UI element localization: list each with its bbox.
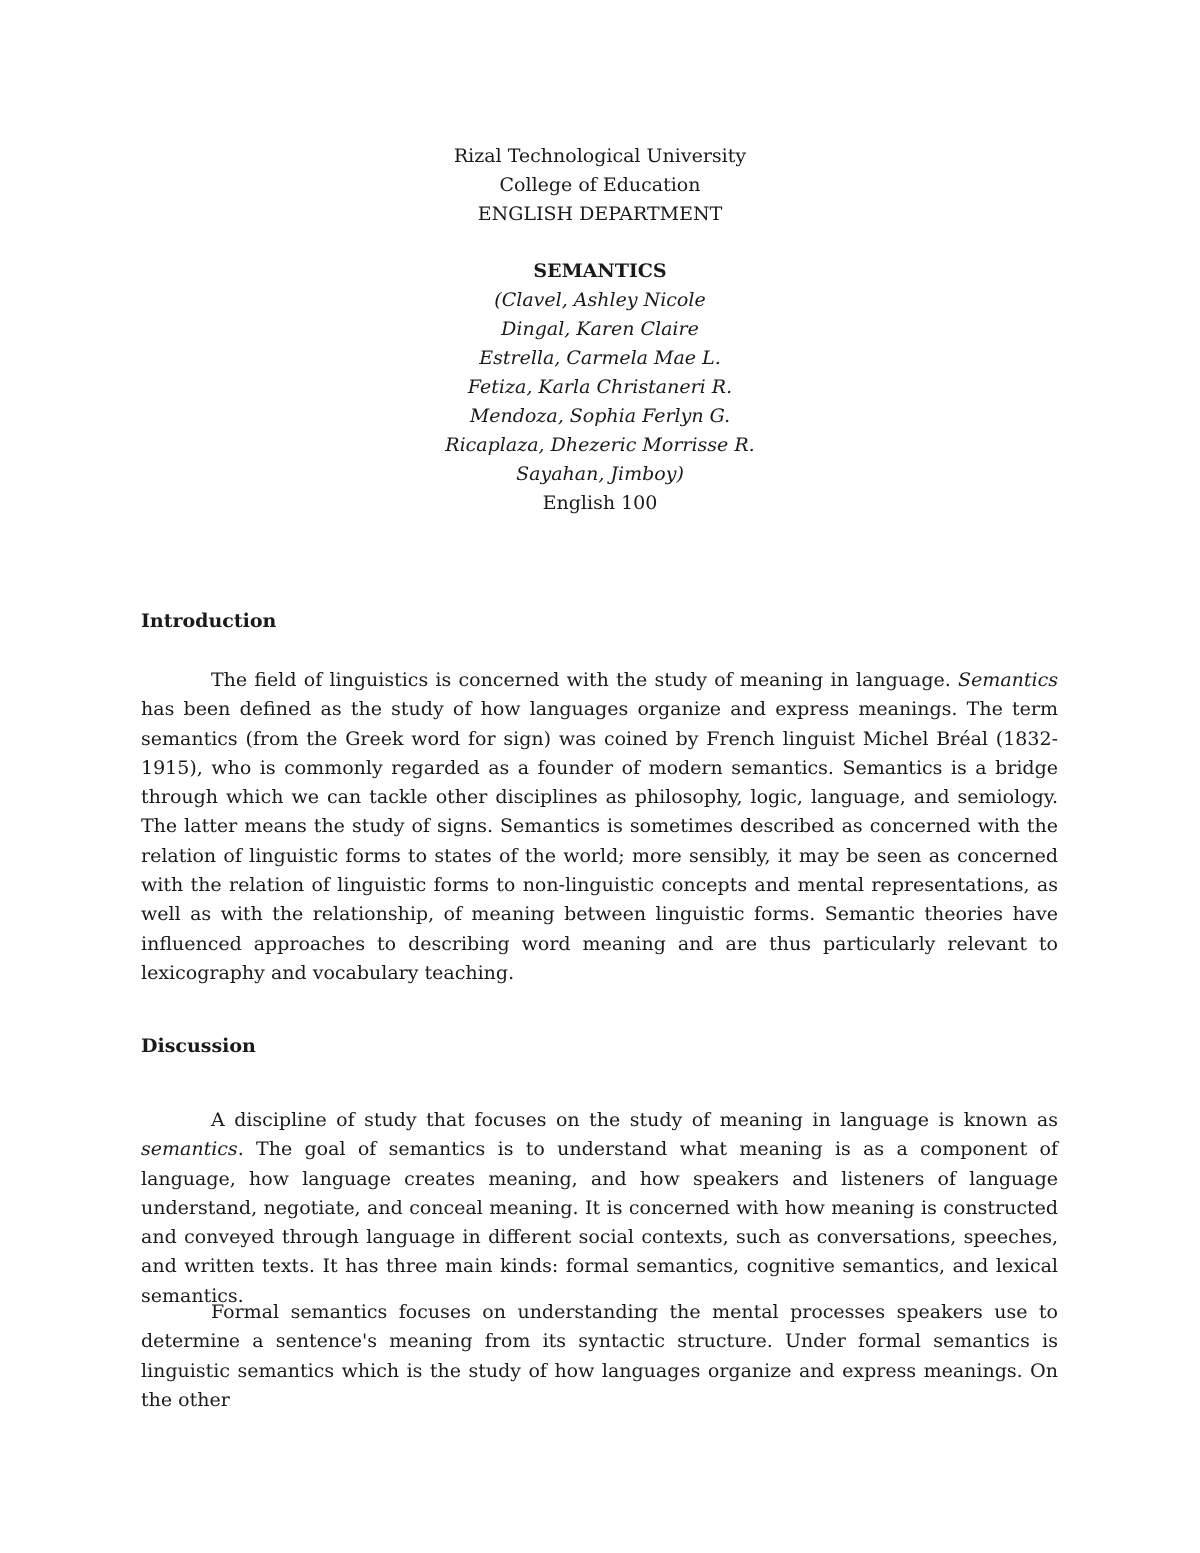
author-name: Estrella, Carmela Mae L. bbox=[479, 347, 721, 369]
author-name: (Clavel, Ashley Nicole bbox=[494, 289, 706, 311]
intro-italic-term: Semantics bbox=[958, 669, 1058, 691]
department-name: ENGLISH DEPARTMENT bbox=[477, 203, 723, 225]
author-name: Dingal, Karen Claire bbox=[501, 318, 699, 340]
title-block bbox=[0, 142, 1200, 518]
author-list bbox=[0, 286, 1200, 489]
intro-body-text: has been defined as the study of how languages organize and express meanings. The term semantics (from the Greek word for sign) was coined by French linguist Michel Bréal (1832-1915), who is commonly regarded as a founder of modern semantics. Semantics is a bridge through which we can tackle other disciplines as philosophy, logic, language, and semiology. The latter means the study of signs. Semantics is sometimes described as concerned with the relation of linguistic forms to states of the world; more sensibly, it may be seen as concerned with the relation of linguistic forms to non-linguistic concepts and mental representations, as well as with the relationship, of meaning between linguistic forms. Semantic theories have influenced approaches to describing word meaning and are thus particularly relevant to lexicography and vocabulary teaching. bbox=[141, 698, 1058, 984]
author-name: Mendoza, Sophia Ferlyn G. bbox=[469, 405, 731, 427]
discussion-body-text: . The goal of semantics is to understand what meaning is as a component of language, how language creates meaning, and how speakers and listeners of language understand, negotiate, and conceal meaning. It is concerned with how meaning is constructed and conveyed through language in different social contexts, such as conversations, speeches, and written texts. It has three main kinds: formal semantics, cognitive semantics, and lexical semantics. bbox=[141, 1138, 1058, 1307]
university-name: Rizal Technological University bbox=[453, 145, 747, 167]
discussion-paragraph-2: Formal semantics focuses on understanding the mental processes speakers use to determine a sentence's meaning from its syntactic structure. Under formal semantics is linguistic semantics which is the study of how languages organize and express meanings. On the other bbox=[141, 1301, 1058, 1411]
discussion-heading: Discussion bbox=[141, 1035, 256, 1057]
discussion-paragraph-1 bbox=[141, 1106, 1058, 1311]
college-name: College of Education bbox=[499, 174, 701, 196]
intro-lead-text: The field of linguistics is concerned with the study of meaning in language. bbox=[211, 669, 959, 691]
introduction-paragraph bbox=[141, 666, 1058, 988]
discussion-italic-term: semantics bbox=[141, 1138, 238, 1161]
introduction-heading: Introduction bbox=[141, 610, 277, 632]
course-name: English 100 bbox=[542, 492, 658, 514]
document-title: SEMANTICS bbox=[533, 260, 667, 282]
author-name: Ricaplaza, Dhezeric Morrisse R. bbox=[445, 434, 755, 456]
author-name: Fetiza, Karla Christaneri R. bbox=[467, 376, 733, 398]
discussion-lead-text: A discipline of study that focuses on the study of meaning in language is known as bbox=[211, 1109, 1058, 1131]
author-name: Sayahan, Jimboy) bbox=[516, 463, 684, 485]
